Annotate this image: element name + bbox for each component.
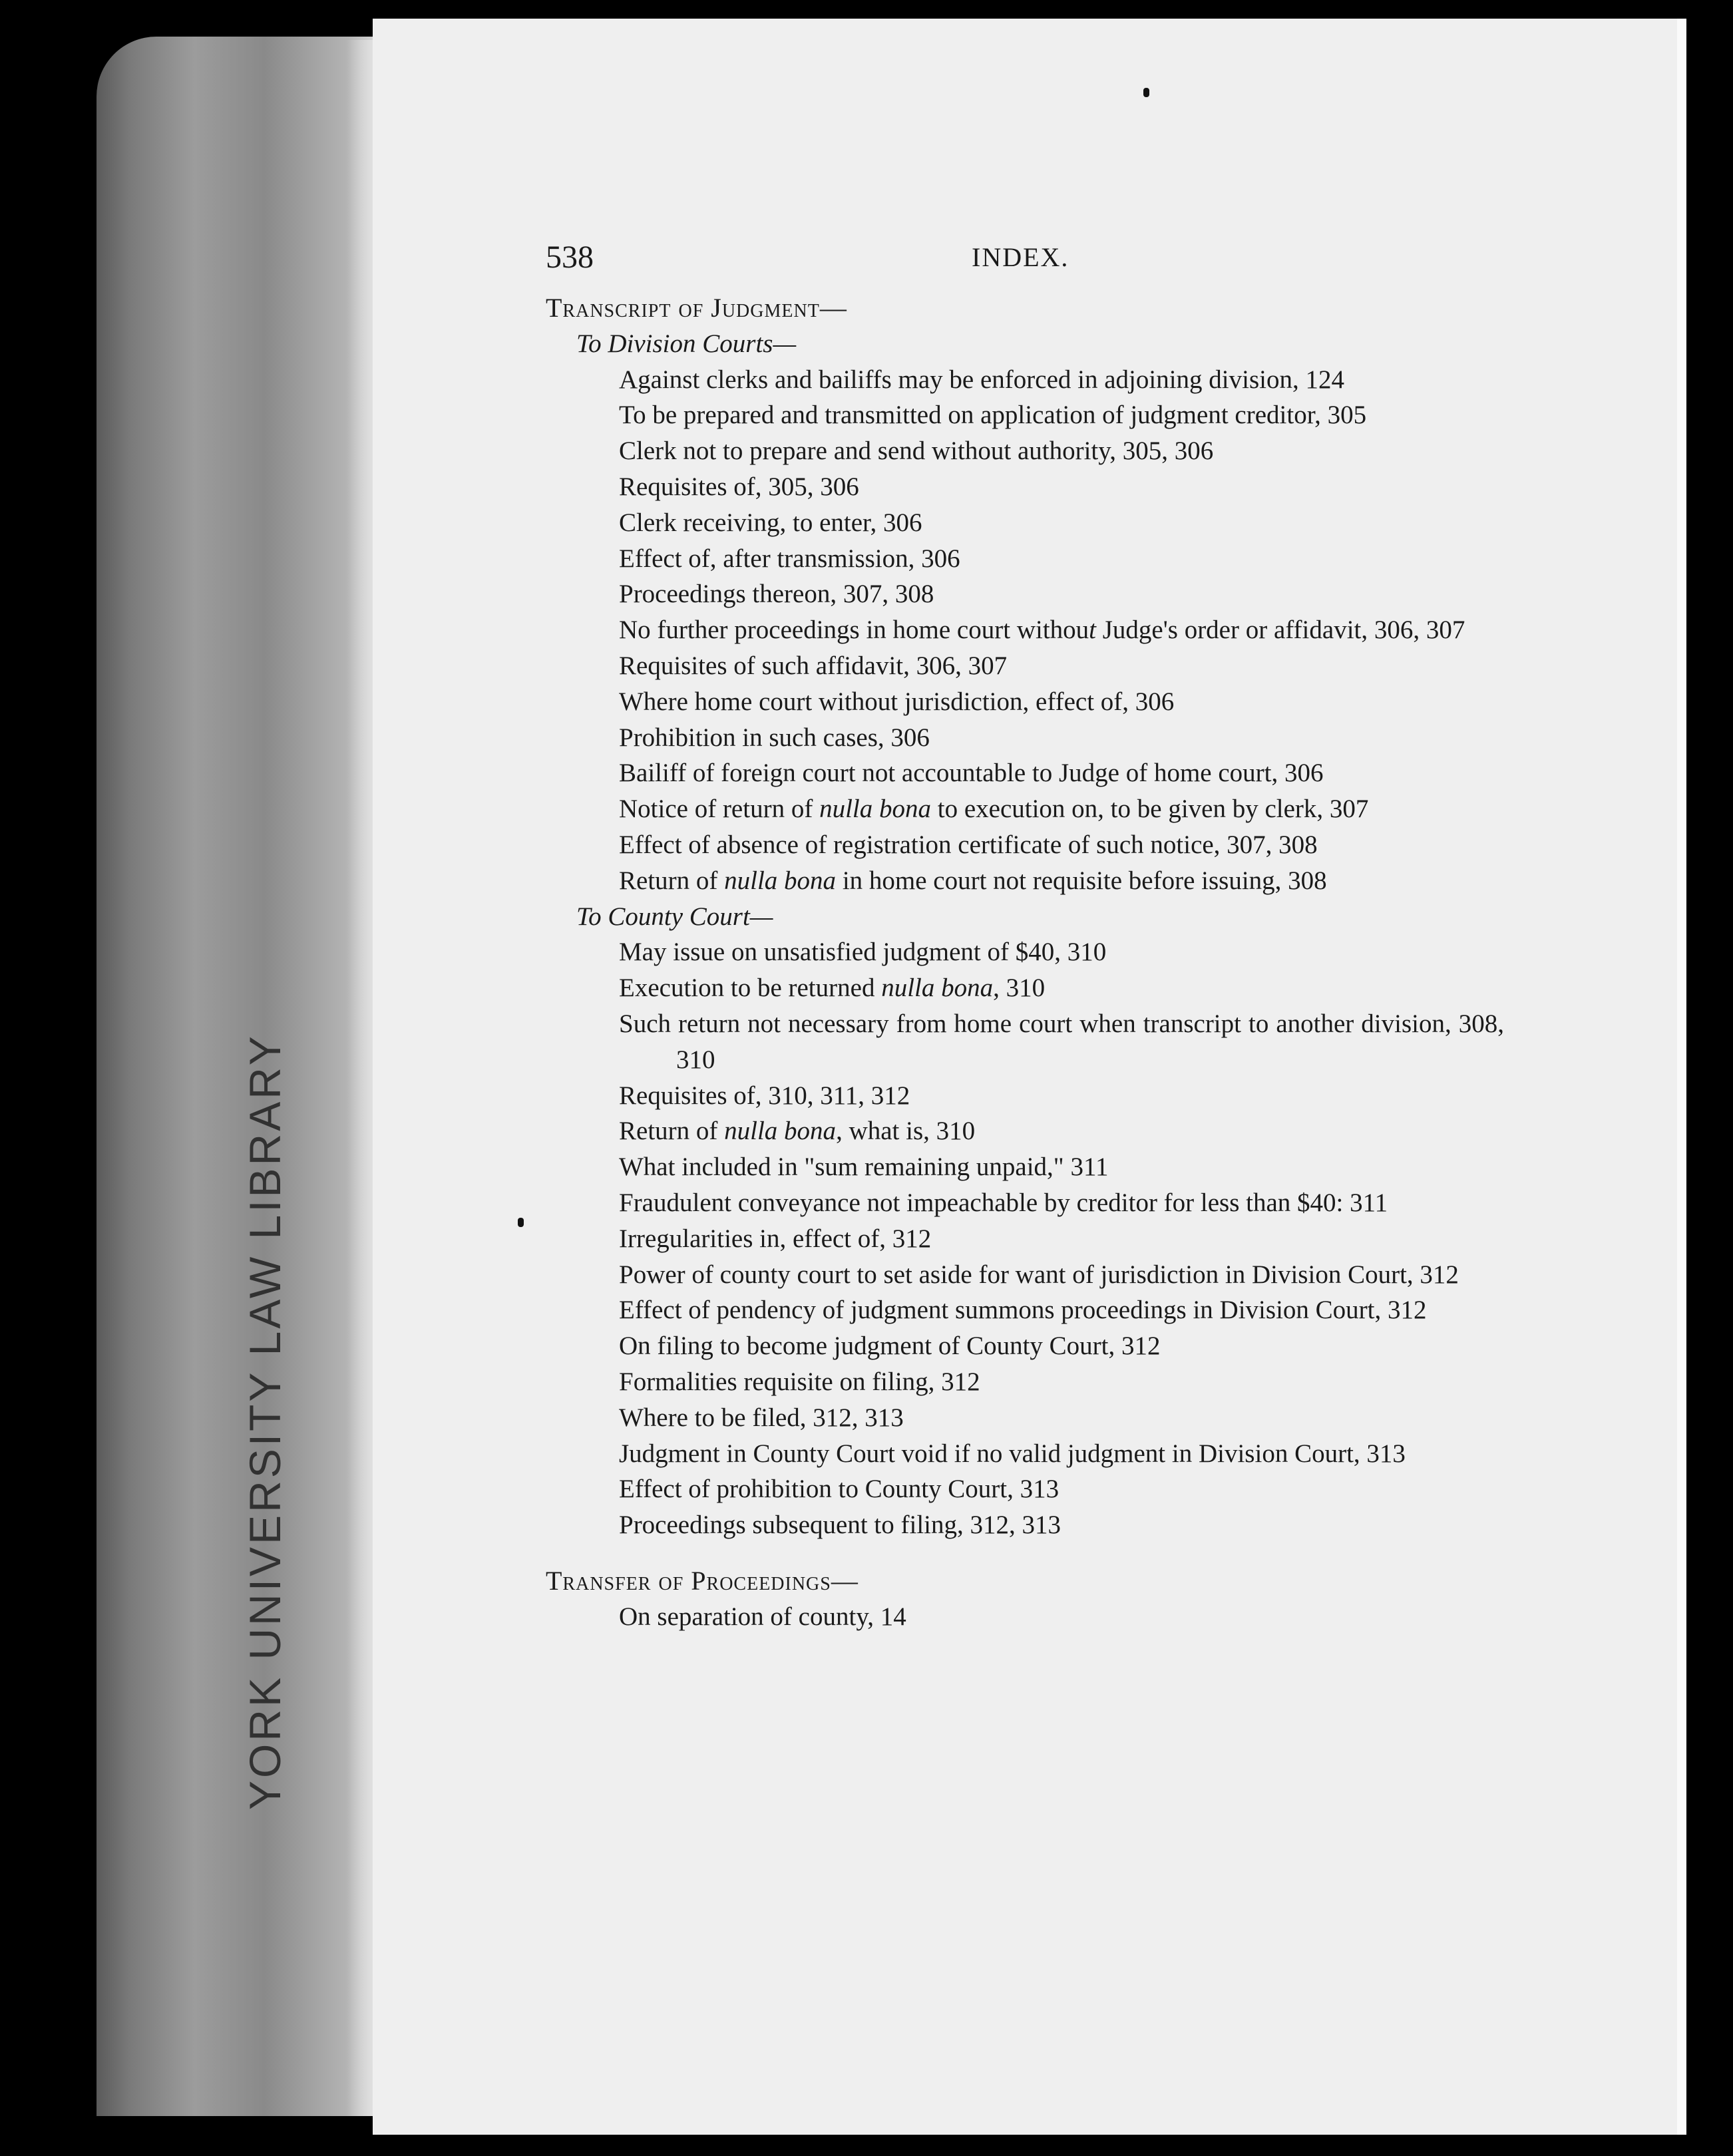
index-entry (546, 1221, 1504, 1257)
library-stamp: YORK UNIVERSITY LAW LIBRARY (240, 1033, 289, 1810)
entry-text: Such return not necessary from home court when transcript to another division, 308, 310 (619, 1009, 1504, 1074)
index-subheading: To Division Courts— (576, 329, 797, 358)
index-body (546, 290, 1504, 1634)
index-content (546, 240, 1504, 1634)
index-entry (546, 970, 1504, 1006)
index-entry (546, 1507, 1504, 1543)
entry-text: , what is, 310 (836, 1117, 976, 1146)
index-entry (546, 1006, 1504, 1078)
index-entry (546, 648, 1504, 684)
index-entry (546, 1113, 1504, 1149)
index-entry (546, 827, 1504, 863)
index-heading: Transcript of Judgment— (546, 293, 847, 323)
entry-text: Proceedings thereon, 307, 308 (619, 580, 934, 609)
entry-italic: nulla bona (724, 1117, 837, 1146)
index-entry (546, 755, 1504, 791)
index-entry (546, 505, 1504, 541)
scan-border (1686, 0, 1733, 2156)
index-entry (546, 720, 1504, 756)
entry-text: Clerk not to prepare and send without authority, 305, 306 (619, 437, 1214, 466)
entry-text: To be prepared and transmitted on application of judgment creditor, 305 (619, 401, 1367, 430)
entry-text: Effect of pendency of judgment summons proceedings in Division Court, 312 (619, 1296, 1427, 1325)
entry-text: in home court not requisite before issuing, 308 (836, 866, 1327, 895)
entry-text: Requisites of, 305, 306 (619, 472, 859, 501)
entry-text: Clerk receiving, to enter, 306 (619, 508, 922, 537)
index-entry (546, 684, 1504, 720)
facing-page-edge (1677, 19, 1686, 2135)
page-header (546, 240, 1504, 286)
index-entry (546, 791, 1504, 827)
ink-speck (518, 1218, 524, 1227)
entry-text: Fraudulent conveyance not impeachable by creditor for less than $40: 311 (619, 1188, 1388, 1217)
index-entry (546, 541, 1504, 577)
entry-text: Execution to be returned (619, 974, 882, 1003)
index-entry (546, 1400, 1504, 1436)
entry-italic: nulla bona (881, 974, 994, 1003)
index-entry (546, 1364, 1504, 1400)
running-head: INDEX. (972, 242, 1069, 272)
index-entry (546, 863, 1504, 899)
index-heading: Transfer of Proceedings— (546, 1565, 859, 1596)
entry-text: Power of county court to set aside for want of jurisdiction in Division Court, 312 (619, 1260, 1459, 1289)
entry-italic: nulla bona (724, 866, 837, 895)
entry-italic: t (1089, 616, 1096, 645)
entry-text: Where to be filed, 312, 313 (619, 1403, 904, 1432)
entry-text: May issue on unsatisfied judgment of $40, 310 (619, 938, 1107, 967)
entry-text: , 310 (993, 974, 1046, 1003)
entry-text: Effect of absence of registration certificate of such notice, 307, 308 (619, 830, 1318, 859)
entry-text: Judgment in County Court void if no valid judgment in Division Court, 313 (619, 1439, 1406, 1468)
entry-italic: nulla bona (819, 795, 931, 824)
index-entry (546, 576, 1504, 612)
entry-text: Irregularities in, effect of, 312 (619, 1224, 932, 1253)
index-entry (546, 397, 1504, 433)
index-entry (546, 469, 1504, 505)
entry-text: Requisites of, 310, 311, 312 (619, 1081, 910, 1110)
index-entry (546, 1436, 1504, 1472)
entry-text: What included in "sum remaining unpaid," 311 (619, 1153, 1109, 1182)
entry-text: Effect of, after transmission, 306 (619, 544, 960, 573)
entry-text: Bailiff of foreign court not accountable to Judge of home court, 306 (619, 759, 1324, 788)
entry-text: Prohibition in such cases, 306 (619, 723, 930, 752)
entry-text: On filing to become judgment of County Court, 312 (619, 1332, 1161, 1361)
entry-text: On separation of county, 14 (619, 1602, 906, 1631)
index-entry (546, 612, 1504, 648)
index-entry (546, 1599, 1504, 1635)
entry-text: to execution on, to be given by clerk, 307 (930, 795, 1369, 824)
page-edges (346, 40, 376, 2116)
index-subheading: To County Court— (576, 902, 773, 931)
ink-speck (1143, 88, 1149, 97)
index-entry (546, 1328, 1504, 1364)
entry-text: Formalities requisite on filing, 312 (619, 1367, 980, 1396)
page-number: 538 (546, 240, 594, 275)
entry-text: No further proceedings in home court withou (619, 616, 1089, 645)
index-entry (546, 1257, 1504, 1293)
index-entry (546, 934, 1504, 970)
entry-text: Judge's order or affidavit, 306, 307 (1096, 616, 1465, 645)
entry-text: Notice of return of (619, 795, 820, 824)
entry-text: Return of (619, 1117, 725, 1146)
book-spine (96, 37, 376, 2116)
index-entry (546, 433, 1504, 469)
entry-text: Against clerks and bailiffs may be enforced in adjoining division, 124 (619, 365, 1344, 394)
entry-text: Requisites of such affidavit, 306, 307 (619, 651, 1008, 680)
index-entry (546, 1292, 1504, 1328)
entry-text: Return of (619, 866, 725, 895)
index-entry (546, 1185, 1504, 1221)
index-entry (546, 362, 1504, 398)
entry-text: Effect of prohibition to County Court, 313 (619, 1475, 1059, 1504)
entry-text: Where home court without jurisdiction, effect of, 306 (619, 687, 1175, 716)
index-entry (546, 1471, 1504, 1507)
entry-text: Proceedings subsequent to filing, 312, 313 (619, 1511, 1061, 1540)
index-entry (546, 1149, 1504, 1185)
index-entry (546, 1078, 1504, 1114)
